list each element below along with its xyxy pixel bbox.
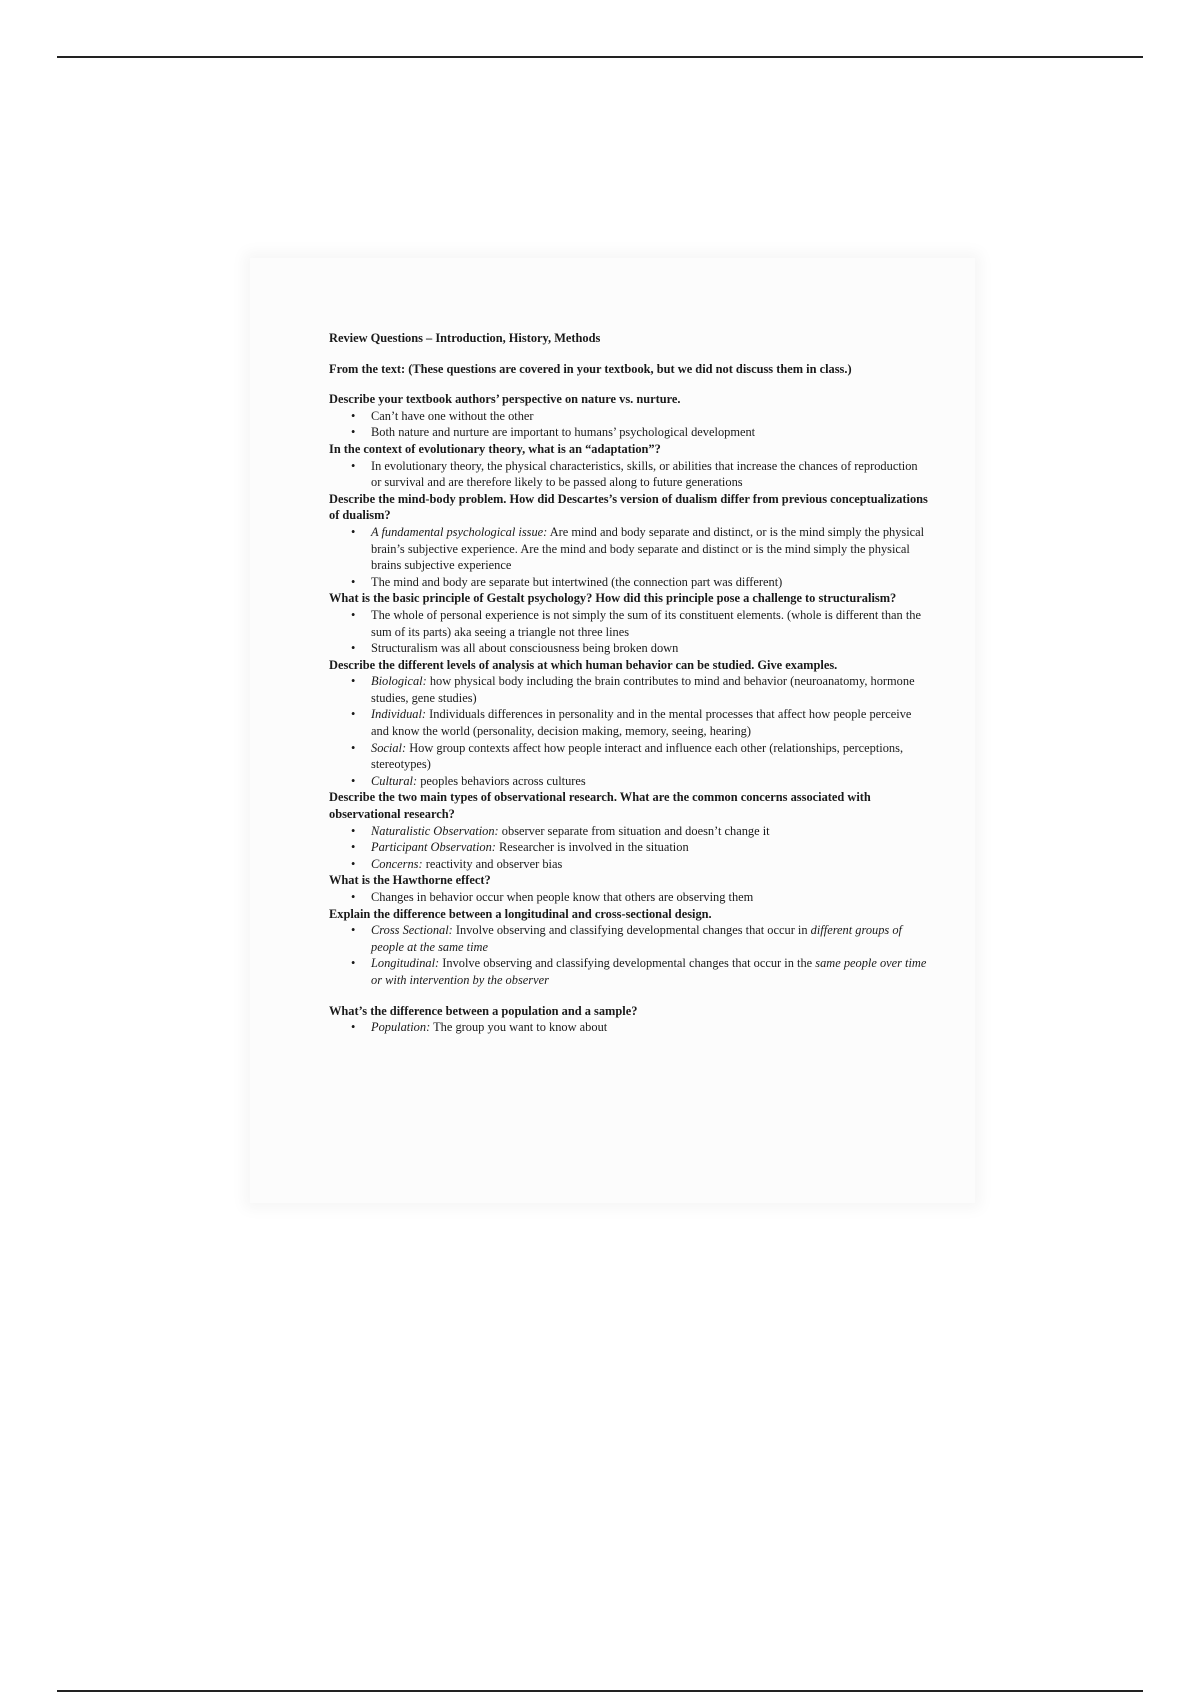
answer-item xyxy=(351,1019,929,1036)
answer-item xyxy=(351,574,929,591)
question-heading: What’s the difference between a population and a sample? xyxy=(329,1003,638,1018)
answer-term: A fundamental psychological issue: xyxy=(371,524,548,539)
answer-item xyxy=(351,889,929,906)
question-heading: Describe the mind-body problem. How did Descartes’s version of dualism differ from previous conceptualizations of dualism? xyxy=(329,491,928,523)
answer-list xyxy=(329,458,929,491)
answer-text: Individuals differences in personality and in the mental processes that affect how people perceive and know the world (personality, decision making, memory, seeing, hearing) xyxy=(371,707,912,739)
answer-item xyxy=(351,839,929,856)
answer-text: Researcher is involved in the situation xyxy=(495,840,689,855)
answer-item xyxy=(351,773,929,790)
bullet-icon: • xyxy=(351,890,356,904)
answer-item xyxy=(351,740,929,773)
answer-emphasis: different groups of people at the same time xyxy=(371,923,902,954)
answer-text: reactivity and observer bias xyxy=(422,856,563,871)
bullet-icon: • xyxy=(351,574,356,589)
question-heading: Describe the two main types of observational research. What are the common concerns associated with observational research? xyxy=(329,790,871,822)
bullet-icon: • xyxy=(351,607,356,622)
document-content xyxy=(329,330,929,1036)
question-heading: Explain the difference between a longitudinal and cross-sectional design. xyxy=(329,906,712,921)
answer-item xyxy=(351,524,929,574)
bullet-icon: • xyxy=(351,458,356,473)
bullet-icon: • xyxy=(351,823,356,838)
page-bottom-rule xyxy=(57,1690,1143,1692)
answer-item xyxy=(351,856,929,873)
answer-item xyxy=(351,424,929,441)
answer-text: The mind and body are separate but intertwined (the connection part was different) xyxy=(371,574,783,589)
answer-item xyxy=(351,607,929,640)
answer-item xyxy=(351,823,929,840)
answer-list xyxy=(329,889,929,906)
answer-item xyxy=(351,706,929,739)
answer-term: Population: xyxy=(371,1020,431,1035)
answer-text: Changes in behavior occur when people know that others are observing them xyxy=(371,890,754,904)
answer-term: Longitudinal: xyxy=(371,956,440,971)
answer-text: How group contexts affect how people interact and influence each other (relationships, perceptions, stereotypes) xyxy=(371,740,904,772)
answer-text: Involve observing and classifying developmental changes that occur in the xyxy=(439,956,816,971)
bullet-icon: • xyxy=(351,408,356,423)
answer-item xyxy=(351,955,929,988)
answer-list xyxy=(329,408,929,441)
question-heading: What is the basic principle of Gestalt psychology? How did this principle pose a challenge to structuralism? xyxy=(329,591,897,606)
question-heading: What is the Hawthorne effect? xyxy=(329,873,491,888)
bullet-icon: • xyxy=(351,856,356,871)
answer-text: Are mind and body separate and distinct, or is the mind simply the physical brain’s subjective experience. Are the mind and body separate and distinct or is the mind simply the physical brains subjective experience xyxy=(371,524,925,573)
answer-list xyxy=(329,607,929,657)
question-heading: Describe the different levels of analysis at which human behavior can be studied. Give examples. xyxy=(329,657,838,672)
question-heading: Describe your textbook authors’ perspective on nature vs. nurture. xyxy=(329,392,681,407)
answer-list xyxy=(329,673,929,789)
question-heading: In the context of evolutionary theory, what is an “adaptation”? xyxy=(329,441,661,456)
bullet-icon: • xyxy=(351,1020,356,1035)
answer-term: Social: xyxy=(371,740,407,755)
answer-item xyxy=(351,408,929,425)
answer-term: Participant Observation: xyxy=(371,840,496,855)
answer-text: The whole of personal experience is not simply the sum of its constituent elements. (whole is different than the sum of its parts) aka seeing a triangle not three lines xyxy=(371,607,921,639)
answer-text: Involve observing and classifying developmental changes that occur in xyxy=(452,923,811,938)
answer-term: Naturalistic Observation: xyxy=(371,823,499,838)
answer-term: Biological: xyxy=(371,674,427,689)
answer-text: In evolutionary theory, the physical characteristics, skills, or abilities that increase the chances of reproduction or survival and are therefore likely to be passed along to future generations xyxy=(371,458,918,490)
answer-text: how physical body including the brain contributes to mind and behavior (neuroanatomy, hormone studies, gene studies) xyxy=(371,674,915,705)
answer-text: peoples behaviors across cultures xyxy=(417,773,586,788)
bullet-icon: • xyxy=(351,923,356,938)
bullet-icon: • xyxy=(351,425,356,440)
answer-term: Cultural: xyxy=(371,773,418,788)
answer-term: Concerns: xyxy=(371,856,423,871)
bullet-icon: • xyxy=(351,956,356,971)
answer-item xyxy=(351,640,929,657)
answer-text: The group you want to know about xyxy=(430,1020,608,1035)
answer-term: Individual: xyxy=(371,707,427,722)
answer-list xyxy=(329,922,929,988)
answer-item xyxy=(351,673,929,706)
document-intro: From the text: (These questions are covered in your textbook, but we did not discuss them in class.) xyxy=(329,361,852,376)
answer-item xyxy=(351,922,929,955)
answer-text: Can’t have one without the other xyxy=(371,408,534,423)
question-list xyxy=(329,391,929,1036)
answer-emphasis: same people over time or with intervention by the observer xyxy=(371,956,927,987)
answer-list xyxy=(329,1019,929,1036)
bullet-icon: • xyxy=(351,740,356,755)
page-top-rule xyxy=(57,56,1143,58)
answer-term: Cross Sectional: xyxy=(371,923,453,938)
answer-text: observer separate from situation and doesn’t change it xyxy=(498,823,770,838)
bullet-icon: • xyxy=(351,674,356,689)
answer-list xyxy=(329,823,929,873)
answer-list xyxy=(329,524,929,590)
answer-text: Both nature and nurture are important to humans’ psychological development xyxy=(371,425,756,440)
bullet-icon: • xyxy=(351,773,356,788)
answer-item xyxy=(351,458,929,491)
bullet-icon: • xyxy=(351,524,356,539)
bullet-icon: • xyxy=(351,707,356,722)
bullet-icon: • xyxy=(351,641,356,656)
bullet-icon: • xyxy=(351,840,356,855)
answer-text: Structuralism was all about consciousness being broken down xyxy=(371,641,679,656)
document-title: Review Questions – Introduction, History, Methods xyxy=(329,331,601,345)
